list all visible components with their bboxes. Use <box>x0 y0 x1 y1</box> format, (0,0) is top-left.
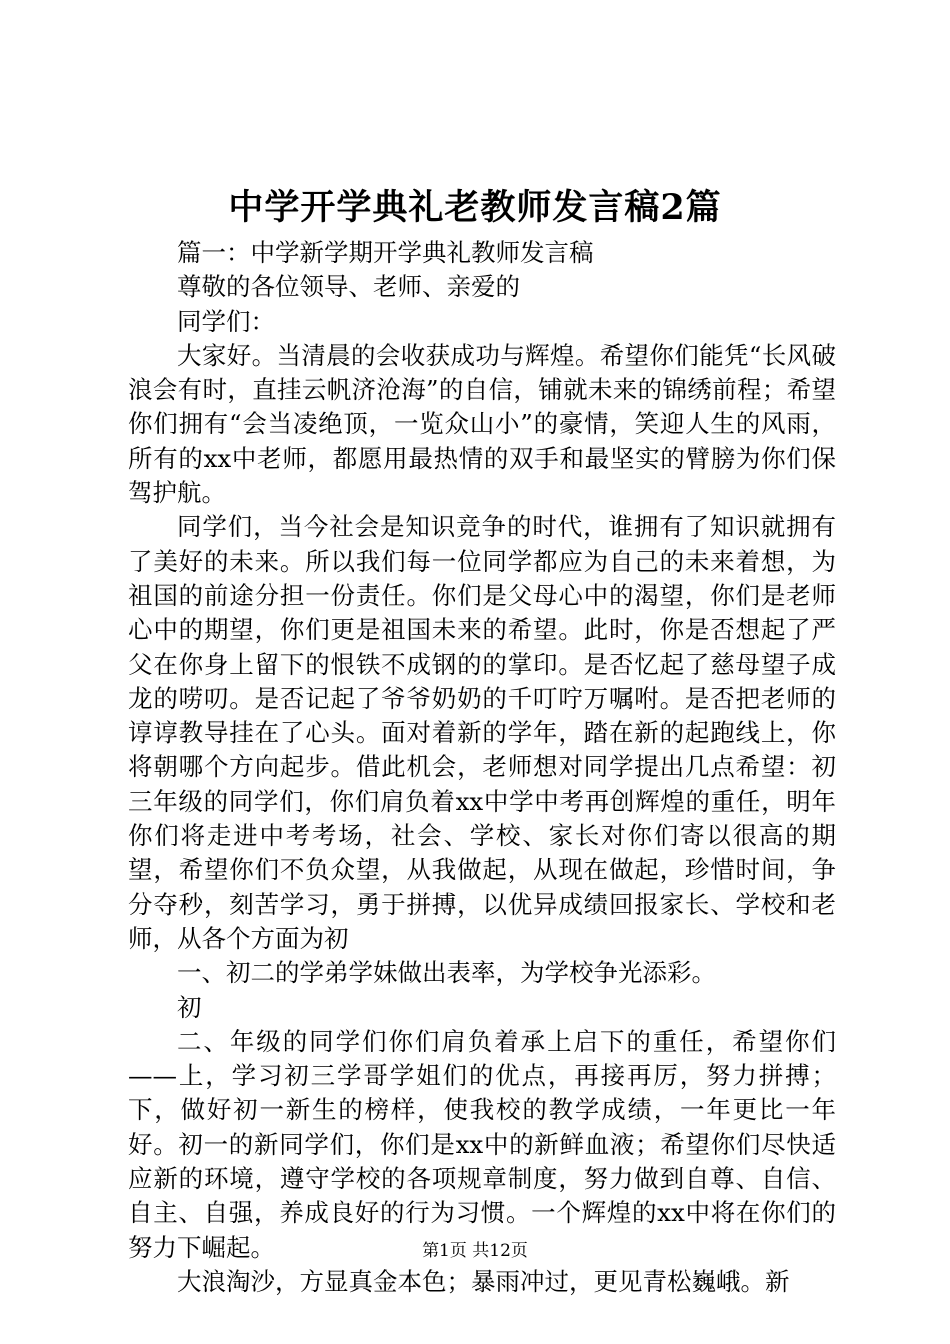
page-footer: 第1页 共12页 <box>422 1241 528 1261</box>
paragraph: 大浪淘沙，方显真金本色；暴雨冲过，更见青松巍峨。新 <box>177 1266 790 1296</box>
paragraph-section-heading: 篇一：中学新学期开学典礼教师发言稿 <box>177 238 594 267</box>
document-body <box>128 236 836 1299</box>
paragraph-salutation-cont: 同学们： <box>177 306 275 336</box>
paragraph: 初 <box>177 992 202 1022</box>
paragraph: 一、初二的学弟学妹做出表率，为学校争光添彩。 <box>177 958 716 988</box>
paragraph: 大家好。当清晨的会收获成功与辉煌。希望你们能凭“长风破浪会有时，直挂云帆济沧海”的自信，铺就未来的锦绣前程；希望你们拥有“会当凌绝顶，一览众山小”的豪情，笑迎人生的风雨，所有的xx中老师，都愿用最热情的双手和最坚实的臂膀为你们保驾护航。 <box>128 340 836 508</box>
document-title: 中学开学典礼老教师发言稿2篇 <box>228 187 722 228</box>
paragraph: 二、年级的同学们你们肩负着承上启下的重任，希望你们——上，学习初三学哥学姐们的优点，再接再厉，努力拼搏；下，做好初一新生的榜样，使我校的教学成绩，一年更比一年好。初一的新同学们，你们是xx中的新鲜血液；希望你们尽快适应新的环境，遵守学校的各项规章制度，努力做到自尊、自信、自主、自强，养成良好的行为习惯。一个辉煌的xx中将在你们的努力下崛起。 <box>128 1026 836 1262</box>
paragraph: 同学们，当今社会是知识竞争的时代，谁拥有了知识就拥有了美好的未来。所以我们每一位同学都应为自己的未来着想，为祖国的前途分担一份责任。你们是父母心中的渴望，你们是老师心中的期望，你们更是祖国未来的希望。此时，你是否想起了严父在你身上留下的恨铁不成钢的的掌印。是否忆起了慈母望子成龙的唠叨。是否记起了爷爷奶奶的千叮咛万嘱咐。是否把老师的谆谆教导挂在了心头。面对着新的学年，踏在新的起跑线上，你将朝哪个方向起步。借此机会，老师想对同学提出几点希望：初三年级的同学们，你们肩负着xx中学中考再创辉煌的重任，明年你们将走进中考考场，社会、学校、家长对你们寄以很高的期望，希望你们不负众望，从我做起，从现在做起，珍惜时间，争分夺秒，刻苦学习，勇于拼搏，以优异成绩回报家长、学校和老师，从各个方面为初 <box>128 512 836 953</box>
paragraph-salutation: 尊敬的各位领导、老师、亲爱的 <box>177 272 520 302</box>
